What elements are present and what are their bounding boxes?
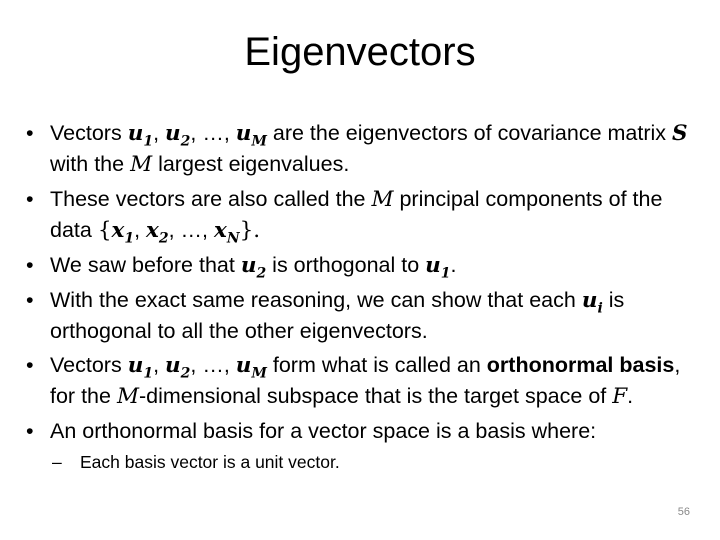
math-u: u [165, 121, 181, 146]
math-sub: i [597, 300, 603, 317]
math-sub: 1 [124, 230, 135, 247]
bullet-orthonormal-definition [26, 416, 696, 446]
math-sub: 2 [158, 230, 169, 247]
sub-bullet-unit-vector [26, 450, 696, 474]
text: . [450, 253, 457, 277]
math-sub: 1 [440, 265, 451, 282]
bullet-eigenvectors-definition [26, 118, 696, 180]
text: , [153, 353, 166, 377]
bullet-orthogonal [26, 250, 696, 281]
text: largest eigenvalues. [152, 152, 350, 176]
bullet-marker: • [26, 419, 34, 443]
text: , [134, 218, 147, 242]
math-x: x [111, 218, 125, 243]
bullet-marker: • [26, 353, 34, 377]
math-u: u [240, 253, 257, 278]
bullet-orthonormal-basis [26, 350, 696, 412]
text: These vectors are also called the [50, 187, 372, 211]
math-u: u [581, 288, 598, 313]
bullet-marker: • [26, 121, 34, 145]
math-sub: 1 [143, 365, 154, 382]
math-brace: { [97, 218, 112, 243]
text: , [153, 121, 166, 145]
text: are the eigenvectors of covariance matrix [266, 121, 673, 145]
bullet-same-reasoning [26, 285, 696, 346]
text: -dimensional subspace that is the target space of [138, 384, 613, 408]
text: principal components of the data [50, 187, 663, 242]
text: , for the [50, 353, 681, 408]
math-x: x [214, 218, 227, 243]
slide-title: Eigenvectors [244, 30, 476, 74]
text: , …, [168, 218, 214, 242]
math-M: M [130, 152, 153, 177]
math-u: u [127, 353, 144, 378]
bullet-marker: • [26, 288, 34, 312]
math-sub: M [251, 365, 267, 382]
math-sub: N [226, 230, 240, 247]
math-sub: 2 [256, 265, 267, 282]
text: Vectors [50, 121, 128, 145]
text: is orthogonal to all the other eigenvectors. [50, 288, 625, 343]
text: form what is called an [266, 353, 487, 377]
text: , …, [190, 353, 236, 377]
math-S: S [672, 121, 688, 146]
sub-bullet-marker: – [52, 452, 62, 472]
page-number: 56 [677, 506, 690, 518]
bullet-marker: • [26, 187, 34, 211]
math-M: M [371, 187, 394, 212]
math-u: u [165, 353, 181, 378]
math-brace: }. [239, 218, 261, 243]
math-sub: 1 [143, 133, 154, 150]
text: is orthogonal to [266, 253, 426, 277]
bold-term: orthonormal basis [486, 353, 675, 377]
text: , …, [190, 121, 236, 145]
math-F: F [612, 384, 628, 409]
text: An orthonormal basis for a vector space is a basis where: [50, 419, 597, 443]
math-u: u [425, 253, 441, 278]
text: With the exact same reasoning, we can show that each [50, 288, 582, 312]
text: Vectors [50, 353, 128, 377]
text: We saw before that [50, 253, 241, 277]
text: with the [50, 152, 131, 176]
math-u: u [235, 121, 252, 146]
math-M: M [116, 384, 139, 409]
bullet-principal-components [26, 184, 696, 246]
math-u: u [235, 353, 252, 378]
bullet-marker: • [26, 253, 34, 277]
text: . [627, 384, 634, 408]
text: Each basis vector is a unit vector. [80, 452, 340, 472]
math-sub: 2 [180, 133, 191, 150]
math-sub: 2 [180, 365, 191, 382]
math-x: x [146, 218, 159, 243]
math-u: u [127, 121, 144, 146]
math-sub: M [251, 133, 267, 150]
bullet-list [26, 118, 696, 474]
